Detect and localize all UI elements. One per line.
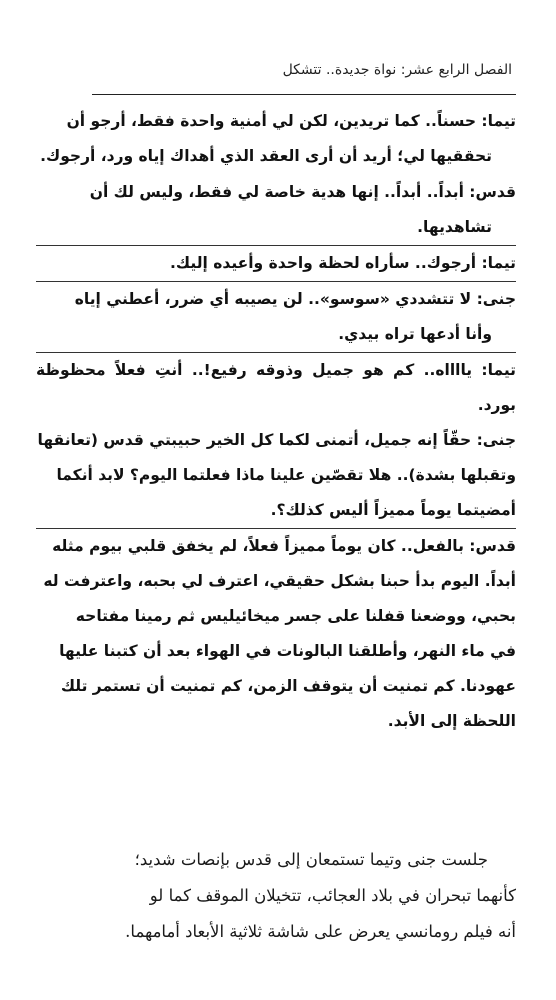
dialogue-paragraph xyxy=(36,281,516,352)
text-line: كأنهما تبحران في بلاد العجائب، تتخيلان الموقف كما لو xyxy=(149,886,516,905)
text-line: اللحظة إلى الأبد. xyxy=(387,712,516,730)
dialogue-paragraph xyxy=(36,174,516,245)
text-line: تيما: حسناً.. كما تريدين، لكن لي أمنية واحدة فقط، أرجو أن xyxy=(66,112,516,130)
text-line: في ماء النهر، وأطلقنا البالونات في الهواء بعد أن كتبنا عليها xyxy=(59,642,516,660)
text-line: تيما: يااااه.. كم هو جميل وذوقه رفيع!.. أنتِ فعلاً محظوظة بورد. xyxy=(36,361,516,414)
text-line: تيما: أرجوك.. سأراه لحظة واحدة وأعيده إليك. xyxy=(170,254,516,272)
dialogue-paragraph xyxy=(36,103,516,174)
text-line: تحققيها لي؛ أريد أن أرى العقد الذي أهداك إياه ورد، أرجوك. xyxy=(40,147,492,165)
text-line: قدس: أبداً.. أبداً.. إنها هدية خاصة لي فقط، وليس لك أن xyxy=(89,183,516,201)
text-line: وأنا أدعها تراه بيدي. xyxy=(338,325,492,343)
text-line: جنى: لا تتشددي «سوسو».. لن يصيبه أي ضرر، أعطني إياه xyxy=(74,290,516,308)
text-line: قدس: بالفعل.. كان يوماً مميزاً فعلاً، لم يخفق قلبي بيوم مثله xyxy=(52,537,516,555)
text-line: جنى: حقّاً إنه جميل، أتمنى لكما كل الخير حبيبتي قدس (تعانقها xyxy=(37,431,516,449)
text-line: تشاهديها. xyxy=(417,218,492,236)
running-header: الفصل الرابع عشر: نواة جديدة.. تتشكل xyxy=(282,62,512,78)
narrative-paragraph xyxy=(36,842,516,950)
dialogue-paragraph xyxy=(36,528,516,739)
text-line: أبداً. اليوم بدأ حبنا بشكل حقيقي، اعترف لي بحبه، واعترفت له xyxy=(43,572,516,590)
text-line: وتقبلها بشدة).. هلا تقصّين علينا ماذا فعلتما اليوم؟ لابد أنكما xyxy=(56,466,516,484)
dialogue-paragraph xyxy=(36,352,516,528)
text-line: أمضيتما يوماً مميزاً أليس كذلك؟. xyxy=(270,501,516,519)
dialogue-paragraph xyxy=(36,245,516,281)
text-line: أنه فيلم رومانسي يعرض على شاشة ثلاثية الأبعاد أمامهما. xyxy=(125,922,516,941)
header-rule xyxy=(92,94,516,95)
text-line: عهودنا. كم تمنيت أن يتوقف الزمن، كم تمنيت أن تستمر تلك xyxy=(60,677,516,695)
text-line: بحبي، ووضعنا قفلنا على جسر ميخائيليس ثم رمينا مفتاحه xyxy=(75,607,516,625)
dialogue-section xyxy=(36,103,516,739)
text-line: جلست جنى وتيما تستمعان إلى قدس بإنصات شديد؛ xyxy=(134,850,488,869)
